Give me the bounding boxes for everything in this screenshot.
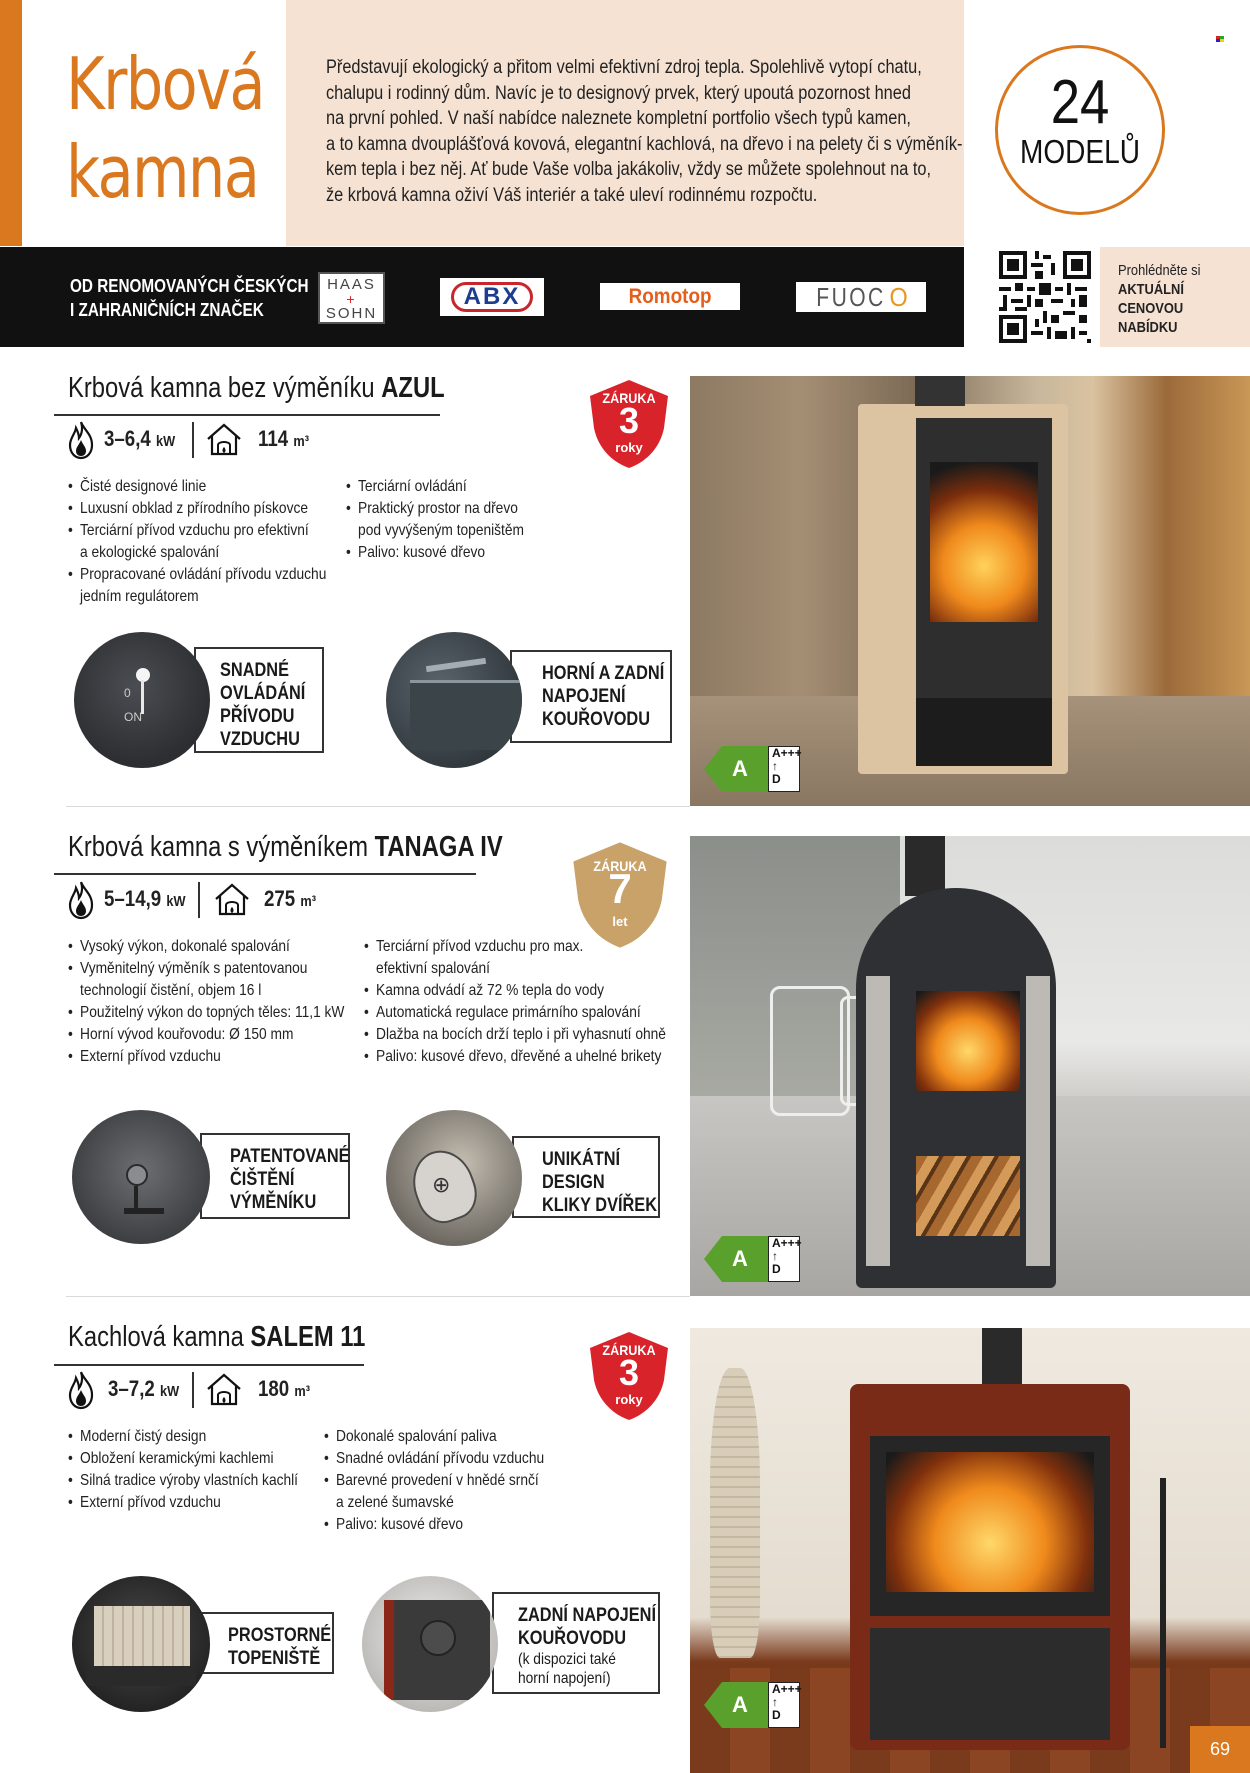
list-item: • Moderní čistý design: [68, 1426, 298, 1448]
bullets-left-tanaga: [68, 936, 344, 1068]
energy-label-salem: A A+++ ↑ D: [704, 1680, 802, 1730]
spec-divider: [198, 882, 200, 918]
spec-row-tanaga: [66, 880, 366, 920]
power-value: 5–14,9 kW: [104, 886, 186, 911]
list-item: • Praktický prostor na dřevo: [346, 498, 524, 520]
product-title-azul: Krbová kamna bez výměníku AZUL: [68, 372, 445, 404]
warranty-text: ZÁRUKA 3 roky: [602, 390, 656, 455]
page-number: 69: [1190, 1726, 1250, 1773]
list-item: • Vyměnitelný výměník s patentovanou: [68, 958, 344, 980]
feature-box-air-control: SNADNÉ OVLÁDÁNÍ PŘÍVODU VZDUCHU: [194, 647, 324, 753]
air-control-knob-photo: 0 ON: [74, 632, 210, 768]
bullets-right-salem: [324, 1426, 544, 1536]
feature-box-cleaning: PATENTOVANÉ ČIŠTĚNÍ VÝMĚNÍKU: [200, 1133, 350, 1219]
list-item: • Silná tradice výroby vlastních kachlí: [68, 1470, 298, 1492]
list-item: a zelené šumavské: [336, 1494, 454, 1511]
title-underline: [54, 873, 476, 875]
list-item: • Luxusní obklad z přírodního pískovce: [68, 498, 326, 520]
house-icon: [204, 420, 244, 458]
spec-row-azul: [66, 420, 346, 460]
list-item: • Automatická regulace primárního spalování: [364, 1002, 666, 1024]
list-item: • Terciární přívod vzduchu pro max.: [364, 936, 666, 958]
list-item: efektivní spalování: [376, 960, 491, 977]
cleaning-mechanism-photo: [72, 1110, 210, 1244]
volume-value: 275 m³: [264, 886, 317, 911]
house-icon: [212, 880, 252, 918]
list-item: • Terciární ovládání: [346, 476, 524, 498]
page-title: Krbová kamna: [66, 42, 264, 214]
list-item: • Snadné ovládání přívodu vzduchu: [324, 1448, 544, 1470]
accent-bar: [0, 0, 22, 246]
title-underline: [54, 414, 440, 416]
power-value: 3–6,4 kW: [104, 426, 176, 451]
section-divider: [66, 1296, 690, 1297]
bullets-left-salem: [68, 1426, 298, 1514]
fuoco-logo: FUOC O: [796, 282, 926, 312]
house-icon: [204, 1370, 244, 1408]
door-handle-photo: ⊕: [386, 1110, 522, 1246]
energy-label-azul: A A+++ ↑ D: [704, 744, 802, 794]
list-item: pod vyvýšeným topeništěm: [358, 522, 525, 539]
spec-divider: [192, 422, 194, 458]
list-item: • Horní vývod kouřovodu: Ø 150 mm: [68, 1024, 344, 1046]
intro-paragraph: Představují ekologický a přitom velmi efektivní zdroj tepla. Spolehlivě vytopí chatu, chalupu i rodinný dům. Navíc je to designový prvek, který upoutá pozornost hned na první pohled. V naší nabídce naleznete kompletní portfolio všech typů kamen, a to kamna dvouplášťová kovová, elegantní kachlová, na dřevo i na pelety či s výměník- kem tepla i bez něj. Ať bude Vaše volba jakákoliv, vždy se můžete spolehnout na to, že krbová kamna oživí Váš interiér a také uleví rodinnému rozpočtu.: [326, 57, 963, 206]
list-item: jedním regulátorem: [80, 588, 199, 605]
spec-row-salem: [66, 1370, 346, 1410]
flame-icon: [66, 1370, 96, 1410]
list-item: • Palivo: kusové dřevo: [346, 542, 524, 564]
warranty-text: ZÁRUKA 7 let: [593, 858, 647, 929]
list-item: • Externí přívod vzduchu: [68, 1046, 344, 1068]
list-item: • Barevné provedení v hnědé srnčí: [324, 1470, 544, 1492]
qr-code-icon[interactable]: [994, 247, 1096, 347]
list-item: • Propracované ovládání přívodu vzduchu: [68, 564, 326, 586]
feature-box-door-handle: UNIKÁTNÍ DESIGN KLIKY DVÍŘEK: [512, 1136, 660, 1218]
list-item: • Kamna odvádí až 72 % tepla do vody: [364, 980, 666, 1002]
haas-sohn-logo: HAAS + SOHN: [318, 272, 385, 324]
list-item: • Palivo: kusové dřevo: [324, 1514, 544, 1536]
brands-heading: OD RENOMOVANÝCH ČESKÝCH I ZAHRANIČNÍCH ZNAČEK: [70, 276, 309, 320]
list-item: • Palivo: kusové dřevo, dřevěné a uhelné brikety: [364, 1046, 666, 1068]
models-count-badge: 24 MODELŮ: [995, 45, 1165, 215]
romotop-logo: Romotop: [600, 283, 740, 310]
volume-value: 180 m³: [258, 1376, 311, 1401]
list-item: technologií čistění, objem 16 l: [80, 982, 262, 999]
bullets-left-azul: [68, 476, 326, 608]
warranty-text: ZÁRUKA 3 roky: [602, 1342, 656, 1407]
list-item: • Použitelný výkon do topných těles: 11,1 kW: [68, 1002, 344, 1024]
list-item: • Terciární přívod vzduchu pro efektivní: [68, 520, 326, 542]
feature-box-firebox: PROSTORNÉ TOPENIŠTĚ: [200, 1612, 334, 1674]
tanaga-stove-photo: [690, 836, 1250, 1296]
flame-icon: [66, 420, 96, 460]
feature-box-flue: HORNÍ A ZADNÍ NAPOJENÍ KOUŘOVODU: [510, 650, 672, 743]
list-item: • Vysoký výkon, dokonalé spalování: [68, 936, 344, 958]
price-offer-note: Prohlédněte si AKTUÁLNÍ CENOVOU NABÍDKU: [1100, 247, 1250, 347]
firebox-interior-photo: [72, 1576, 210, 1712]
list-item: • Externí přívod vzduchu: [68, 1492, 298, 1514]
flag-icon: [1216, 36, 1224, 42]
azul-stove-photo: [690, 376, 1250, 806]
list-item: • Čisté designové linie: [68, 476, 326, 498]
rear-flue-photo: [362, 1576, 498, 1712]
abx-logo: ABX: [440, 278, 544, 316]
power-value: 3–7,2 kW: [108, 1376, 180, 1401]
volume-value: 114 m³: [258, 426, 309, 451]
flue-connection-photo: [386, 632, 522, 768]
flame-icon: [66, 880, 96, 920]
list-item: • Dokonalé spalování paliva: [324, 1426, 544, 1448]
title-underline: [54, 1364, 364, 1366]
list-item: • Obložení keramickými kachlemi: [68, 1448, 298, 1470]
feature-box-rear-flue: ZADNÍ NAPOJENÍ KOUŘOVODU (k dispozici také horní napojení): [492, 1592, 660, 1694]
energy-label-tanaga: A A+++ ↑ D: [704, 1234, 802, 1284]
spec-divider: [192, 1372, 194, 1408]
product-title-salem: Kachlová kamna SALEM 11: [68, 1321, 366, 1353]
product-title-tanaga: Krbová kamna s výměníkem TANAGA IV: [68, 831, 503, 863]
section-divider: [66, 806, 690, 807]
list-item: a ekologické spalování: [80, 544, 220, 561]
bullets-right-azul: [346, 476, 524, 564]
bullets-right-tanaga: [364, 936, 666, 1068]
list-item: • Dlažba na bocích drží teplo i při vyhasnutí ohně: [364, 1024, 666, 1046]
